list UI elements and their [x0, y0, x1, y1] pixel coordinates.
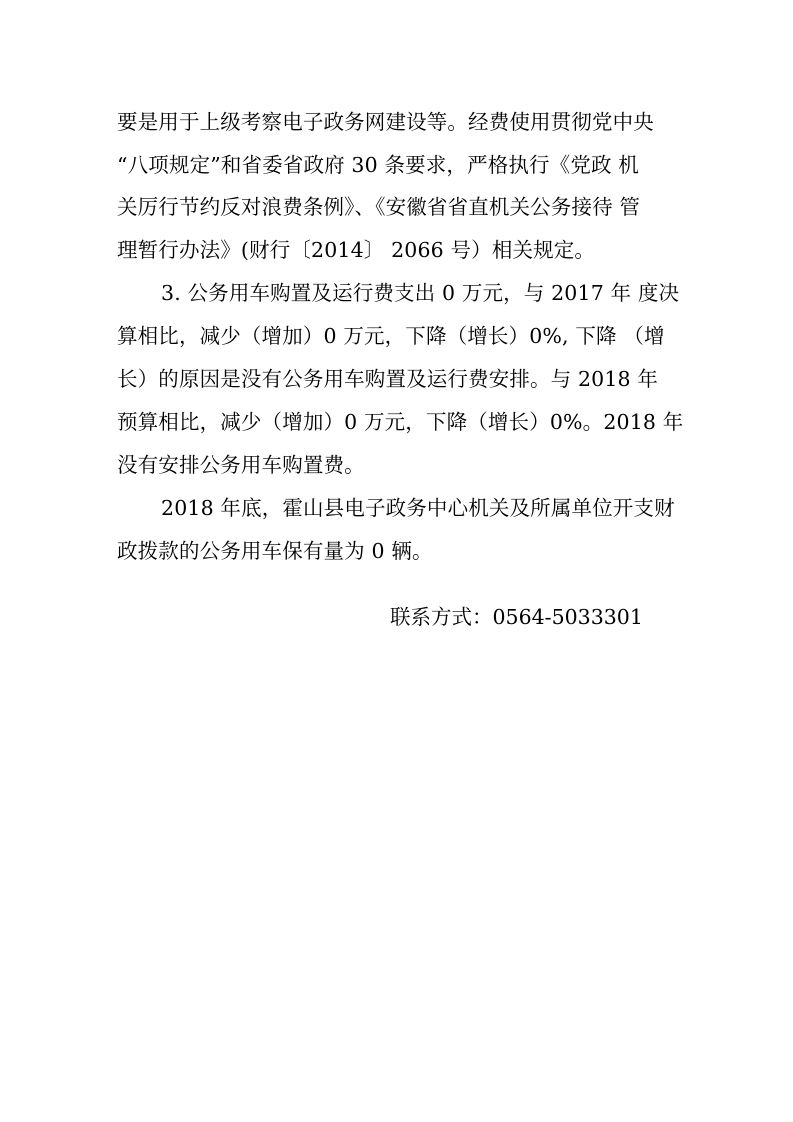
paragraph-1-line-1: 要是用于上级考察电子政务网建设等。经费使用贯彻党中央	[117, 110, 654, 134]
paragraph-2-line-2: 算相比，减少（增加）0 万元，下降（增长）0%, 下降 （增	[117, 324, 665, 348]
paragraph-2-line-4: 预算相比，减少（增加）0 万元，下降（增长）0%。2018 年	[117, 410, 684, 434]
contact-info: 联系方式：0564-5033301	[390, 605, 643, 629]
paragraph-3-line-2: 政拨款的公务用车保有量为 0 辆。	[117, 539, 433, 563]
paragraph-1-line-3: 关厉行节约反对浪费条例》、《安徽省省直机关公务接待 管	[117, 195, 641, 219]
paragraph-2-line-1: 3. 公务用车购置及运行费支出 0 万元，与 2017 年 度决	[161, 281, 680, 305]
paragraph-1-line-2: “八项规定”和省委省政府 30 条要求，严格执行《党政 机	[117, 153, 639, 177]
paragraph-2-line-5: 没有安排公务用车购置费。	[117, 453, 365, 477]
paragraph-2-line-3: 长）的原因是没有公务用车购置及运行费安排。与 2018 年	[117, 367, 659, 391]
paragraph-1-line-4: 理暂行办法》(财行〔2014〕 2066 号）相关规定。	[117, 238, 596, 262]
paragraph-3-line-1: 2018 年底，霍山县电子政务中心机关及所属单位开支财	[161, 496, 675, 520]
